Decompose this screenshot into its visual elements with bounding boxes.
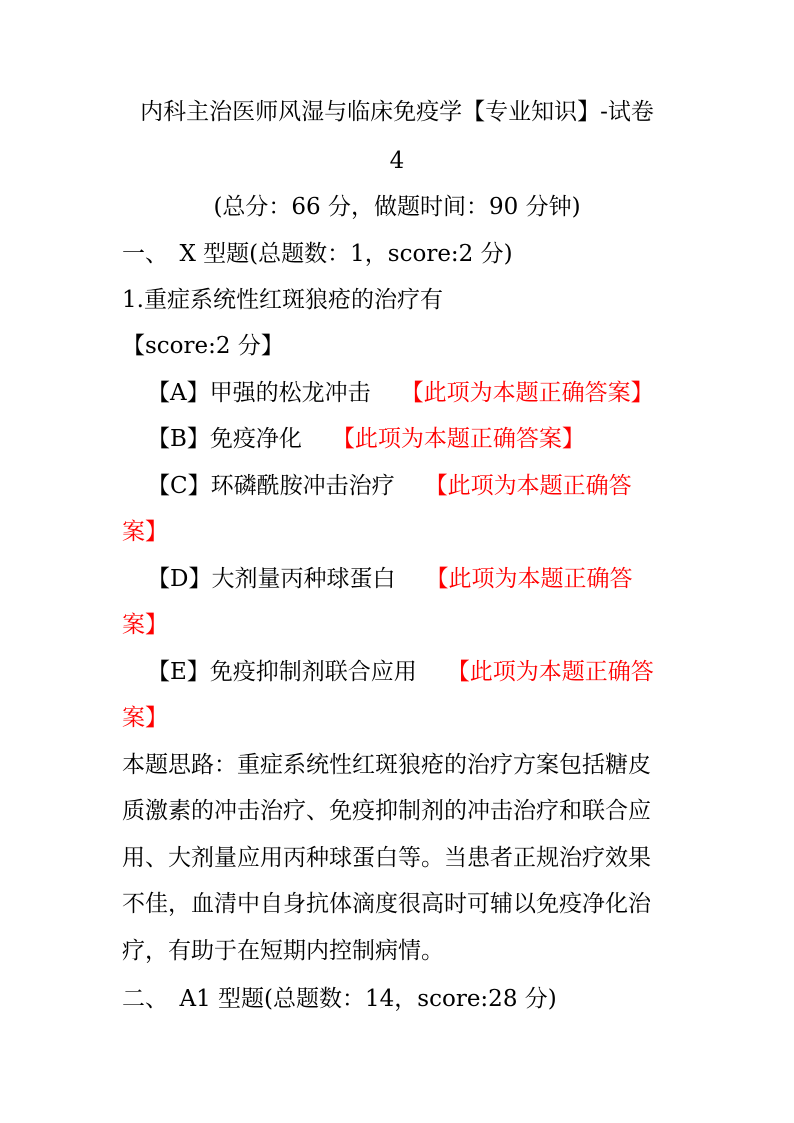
analysis-line: 本题思路：重症系统性红斑狼疮的治疗方案包括糖皮 [122,752,651,778]
section-heading-x-type: 一、 X 型题(总题数：1，score:2 分) [122,241,513,267]
analysis-line: 用、大剂量应用丙种球蛋白等。当患者正规治疗效果 [122,845,651,871]
option-c [147,471,707,501]
option-d-label: 【D】大剂量丙种球蛋白 [147,566,396,592]
option-e-label: 【E】免疫抑制剂联合应用 [147,659,417,685]
option-c-label: 【C】环磷酰胺冲击治疗 [147,473,395,499]
option-d-correct-tag-wrap: 案】 [122,612,168,638]
question-score: 【score:2 分】 [122,333,284,359]
option-a-label: 【A】甲强的松龙冲击 [147,380,371,406]
option-e [147,657,707,687]
option-d-correct-tag: 【此项为本题正确答 [425,566,633,592]
option-b-correct-tag: 【此项为本题正确答案】 [331,426,585,452]
option-e-correct-tag-wrap: 案】 [122,705,168,731]
document-title-line1: 内科主治医师风湿与临床免疫学【专业知识】-试卷 [140,99,654,125]
option-c-correct-tag: 【此项为本题正确答 [424,473,632,499]
option-b [147,424,707,454]
option-a [147,378,707,408]
analysis-line: 不佳，血清中自身抗体滴度很高时可辅以免疫净化治 [122,891,651,917]
document-title-line2: 4 [389,148,405,174]
option-b-label: 【B】免疫净化 [147,426,302,452]
section-heading-a1-type: 二、 A1 型题(总题数：14，score:28 分) [122,986,557,1012]
option-a-correct-tag: 【此项为本题正确答案】 [400,380,654,406]
option-d [147,564,707,594]
question-text: 1.重症系统性红斑狼疮的治疗有 [122,287,443,313]
analysis-line: 质激素的冲击治疗、免疫抑制剂的冲击治疗和联合应 [122,798,651,824]
option-c-correct-tag-wrap: 案】 [122,519,168,545]
analysis-line: 疗，有助于在短期内控制病情。 [122,938,444,964]
exam-summary: (总分：66 分，做题时间：90 分钟) [213,194,581,220]
option-e-correct-tag: 【此项为本题正确答 [446,659,654,685]
